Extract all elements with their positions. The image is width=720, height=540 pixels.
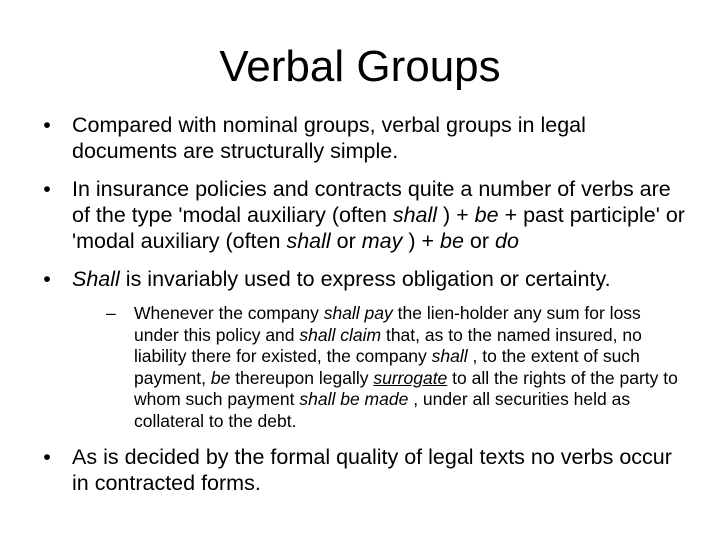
bullet-item	[40, 176, 690, 254]
emphasized-text: be	[440, 229, 464, 253]
text-run: Compared with nominal groups, verbal groups in legal documents are structurally simple.	[72, 113, 586, 163]
text-run: the lien-holder any sum for loss under this policy and	[134, 303, 641, 345]
text-run: As is decided by the formal quality of legal texts no verbs occur in contracted forms.	[72, 445, 672, 495]
emphasized-text: be	[474, 203, 499, 227]
bullet-list	[40, 112, 690, 496]
text-run: In insurance policies and contracts quite a number of verbs are of the type 'modal auxiliary (often	[72, 177, 671, 227]
text-run: , to the extent of such payment,	[134, 346, 640, 388]
emphasized-text: shall be made	[299, 389, 409, 409]
emphasized-text: Shall	[72, 267, 120, 291]
bullet-text	[72, 177, 685, 253]
slide-title: Verbal Groups	[219, 42, 501, 91]
bullet-item	[40, 444, 690, 496]
emphasized-text: shall	[286, 229, 331, 253]
text-run: ) +	[402, 229, 440, 253]
bullet-text	[72, 113, 586, 163]
bullet-text	[72, 445, 672, 495]
text-run: thereupon legally	[230, 367, 374, 388]
text-run: is invariably used to express obligation or certainty.	[119, 267, 611, 291]
emphasized-text: shall pay	[323, 303, 393, 323]
text-run: ) +	[437, 203, 475, 227]
bullet-marker: •	[43, 113, 51, 137]
emphasized-text: do	[495, 229, 519, 253]
sub-bullet-list	[72, 303, 690, 432]
text-run: or	[330, 229, 362, 253]
emphasized-text: surrogate	[373, 367, 448, 388]
sub-bullet-marker: –	[106, 303, 116, 323]
bullet-item	[40, 112, 690, 164]
text-run: that, as to the named insured, no liability there for existed, the company	[134, 324, 642, 366]
emphasized-text: shall claim	[299, 324, 382, 345]
bullet-marker: •	[43, 267, 51, 291]
bullet-marker: •	[43, 445, 51, 469]
emphasized-text: shall	[392, 203, 438, 227]
text-run: + past participle' or 'modal auxiliary (often	[72, 203, 685, 253]
sub-bullet-item	[72, 303, 690, 432]
text-run: or	[463, 229, 495, 253]
bullet-marker: •	[43, 177, 51, 201]
text-run: , under all securities held as collateral to the debt.	[134, 389, 631, 431]
emphasized-text: shall	[431, 346, 468, 366]
bullet-text	[72, 267, 611, 291]
text-run: Whenever the company	[134, 303, 324, 323]
bullet-item	[40, 266, 690, 432]
emphasized-text: be	[210, 367, 231, 388]
text-run: to all the rights of the party to whom such payment	[134, 367, 678, 409]
sub-bullet-text	[134, 303, 678, 431]
emphasized-text: may	[361, 229, 403, 253]
